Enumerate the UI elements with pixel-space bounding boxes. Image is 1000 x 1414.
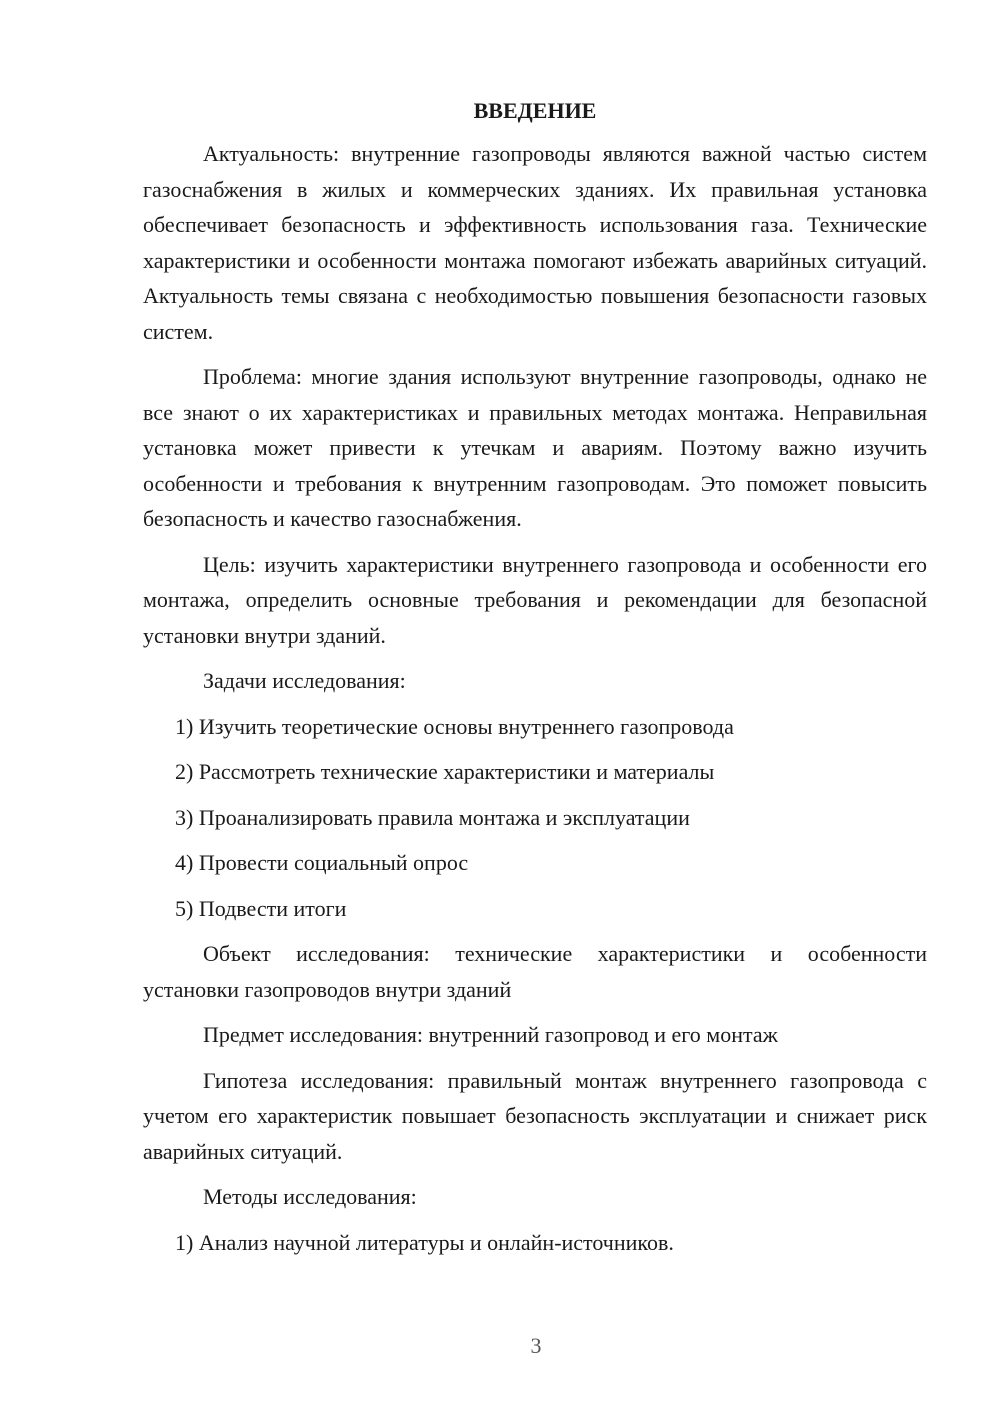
task-item: 4) Провести социальный опрос [175,850,469,875]
page-number: 3 [530,1333,542,1358]
task-item: 1) Изучить теоретические основы внутреннего газопровода [175,713,734,739]
goal-paragraph: Цель: изучить характеристики внутреннего газопровода и особенности его монтажа, определить основные требования и рекомендации для безопасной установки внутри зданий. [143,551,927,648]
task-item: 5) Подвести итоги [175,895,347,921]
task-item: 2) Рассмотреть технические характеристики и материалы [175,759,715,784]
methods-heading: Методы исследования: [203,1184,417,1209]
method-item: 1) Анализ научной литературы и онлайн-источников. [175,1229,674,1255]
task-item: 3) Проанализировать правила монтажа и эксплуатации [175,804,690,830]
page-title: ВВЕДЕНИЕ [473,98,597,123]
problem-paragraph: Проблема: многие здания используют внутренние газопроводы, однако не все знают о их характеристиках и правильных методах монтажа. Неправильная установка может привести к утечкам и авариям. Поэтому важно изучить особенности и требования к внутренним газопроводам. Это поможет повысить безопасность и качество газоснабжения. [143,364,927,531]
hypothesis-paragraph: Гипотеза исследования: правильный монтаж внутреннего газопровода с учетом его характеристик повышает безопасность эксплуатации и снижает риск аварийных ситуаций. [143,1067,927,1164]
subject-paragraph: Предмет исследования: внутренний газопровод и его монтаж [203,1022,778,1047]
page-content [143,94,927,1270]
tasks-heading: Задачи исследования: [203,668,406,693]
object-paragraph: Объект исследования: технические характеристики и особенности установки газопроводов внутри зданий [143,941,927,1002]
relevance-paragraph: Актуальность: внутренние газопроводы являются важной частью систем газоснабжения в жилых и коммерческих зданиях. Их правильная установка обеспечивает безопасность и эффективность использования газа. Технические характеристики и особенности монтажа помогают избежать аварийных ситуаций. Актуальность темы связана с необходимостью повышения безопасности газовых систем. [143,141,927,344]
